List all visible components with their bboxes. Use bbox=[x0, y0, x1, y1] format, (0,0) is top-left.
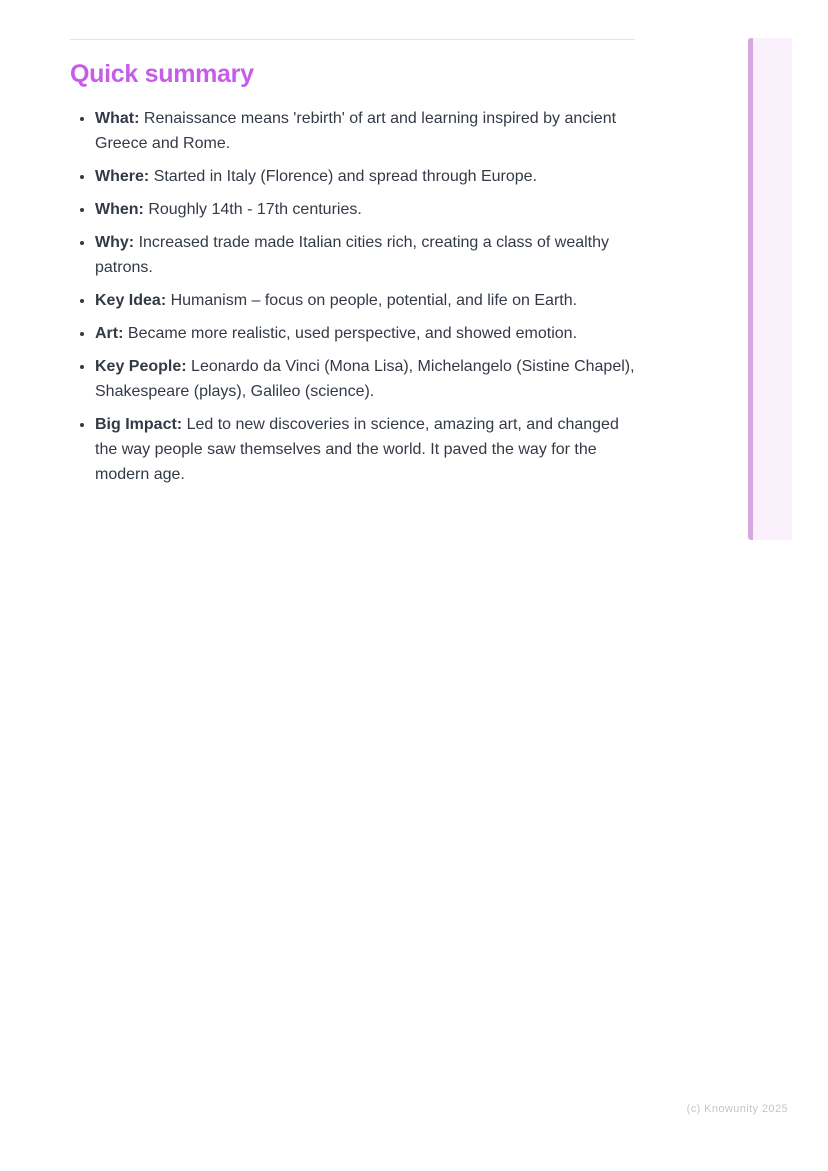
item-text: Increased trade made Italian cities rich, creating a class of wealthy patrons. bbox=[95, 234, 610, 276]
item-text: Started in Italy (Florence) and spread through Europe. bbox=[153, 168, 538, 185]
list-item bbox=[95, 412, 635, 487]
section-content bbox=[70, 58, 635, 495]
list-item bbox=[95, 164, 635, 189]
item-label: Key People: bbox=[95, 358, 187, 375]
item-label: Art: bbox=[95, 325, 124, 342]
item-text: Leonardo da Vinci (Mona Lisa), Michelangelo (Sistine Chapel), Shakespeare (plays), Galileo (science). bbox=[95, 358, 635, 400]
list-item bbox=[95, 354, 635, 404]
page-edge-highlight-tab bbox=[748, 38, 792, 540]
list-item bbox=[95, 106, 635, 156]
list-item bbox=[95, 197, 635, 222]
item-label: Big Impact: bbox=[95, 416, 183, 433]
item-label: When: bbox=[95, 201, 144, 218]
summary-list bbox=[70, 106, 635, 487]
item-label: Where: bbox=[95, 168, 150, 185]
item-text: Humanism – focus on people, potential, and life on Earth. bbox=[170, 292, 578, 309]
item-label: Key Idea: bbox=[95, 292, 167, 309]
list-item bbox=[95, 288, 635, 313]
list-item bbox=[95, 230, 635, 280]
item-text: Led to new discoveries in science, amazing art, and changed the way people saw themselves and the world. It paved the way for the modern age. bbox=[95, 416, 619, 483]
section-divider bbox=[70, 39, 635, 40]
footer-copyright: (c) Knowunity 2025 bbox=[686, 1103, 788, 1115]
item-label: Why: bbox=[95, 234, 135, 251]
item-text: Roughly 14th - 17th centuries. bbox=[148, 201, 362, 218]
item-text: Became more realistic, used perspective, and showed emotion. bbox=[127, 325, 578, 342]
section-heading: Quick summary bbox=[70, 60, 254, 88]
item-text: Renaissance means 'rebirth' of art and learning inspired by ancient Greece and Rome. bbox=[95, 110, 617, 152]
list-item bbox=[95, 321, 635, 346]
item-label: What: bbox=[95, 110, 140, 127]
